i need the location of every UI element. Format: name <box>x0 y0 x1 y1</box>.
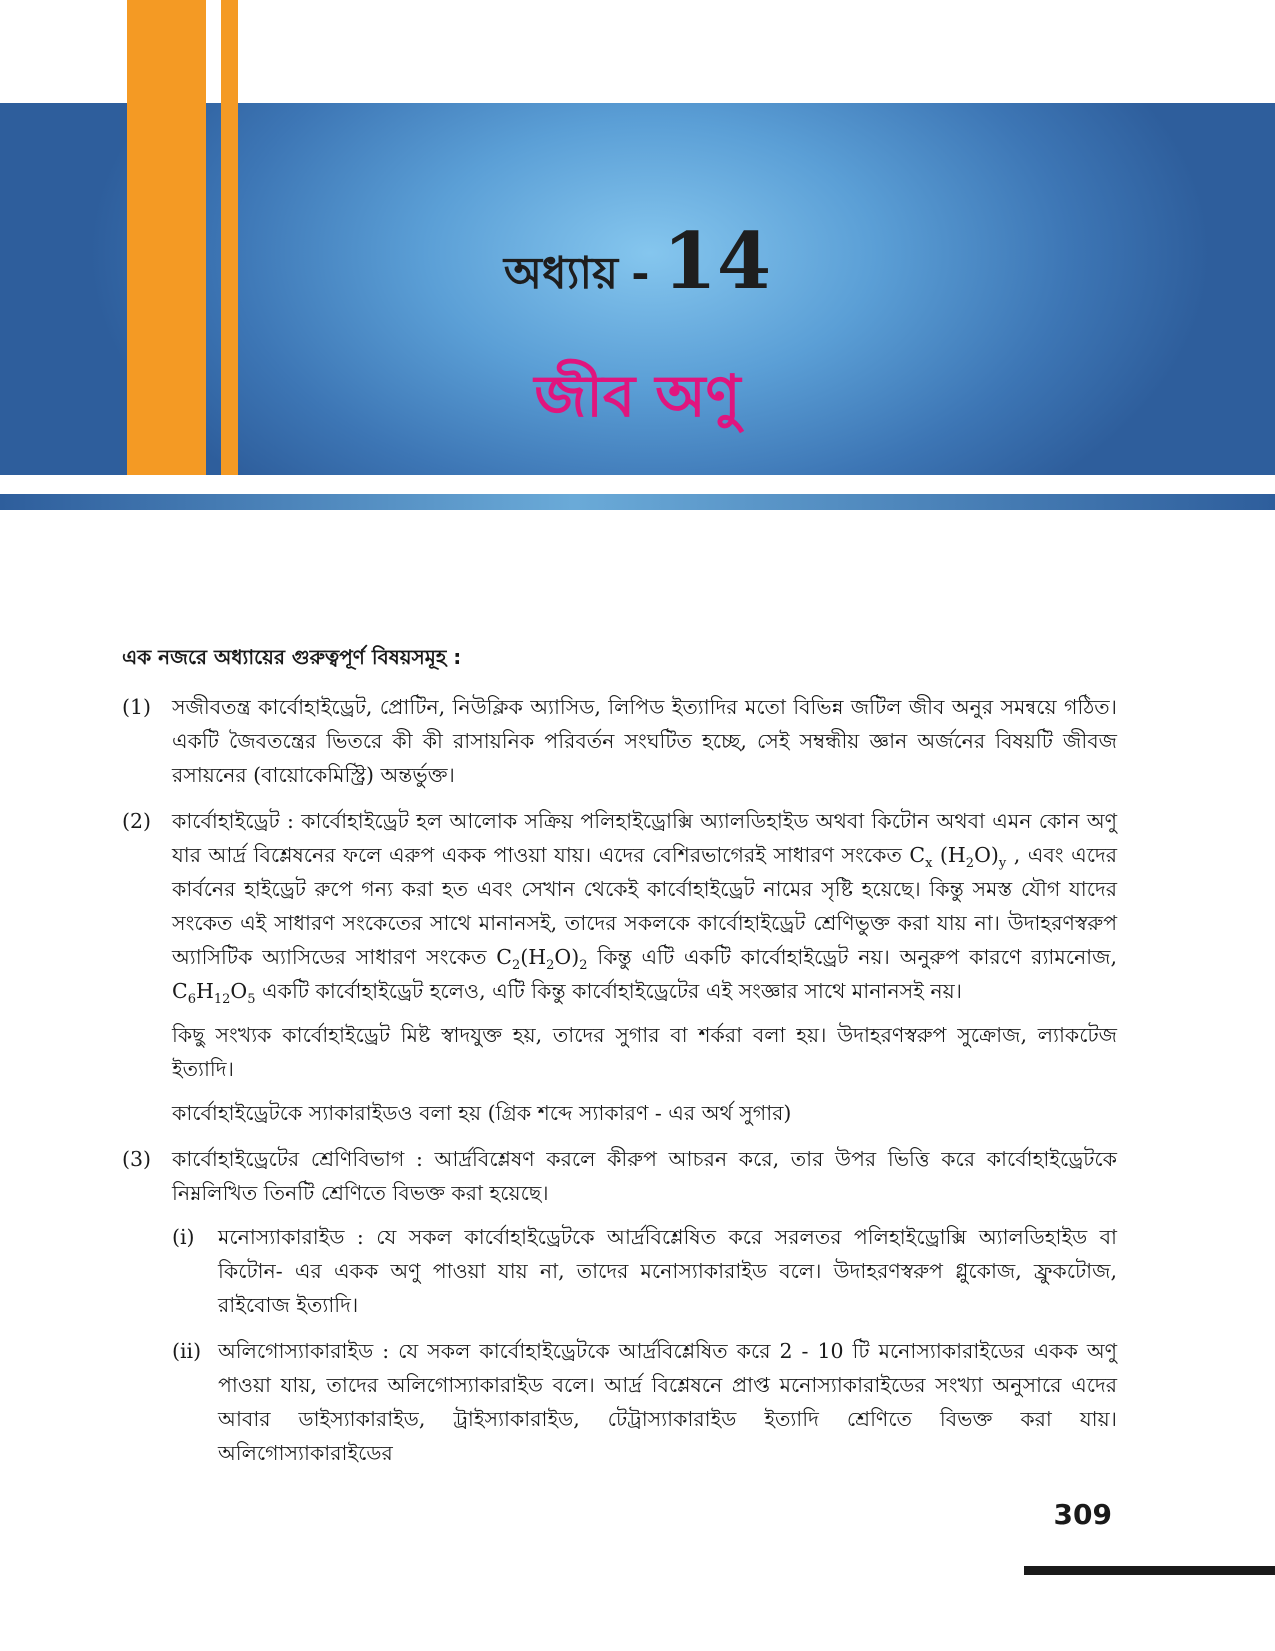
item-number: (1) <box>122 695 152 719</box>
list-item-2 <box>122 804 1117 1130</box>
item-number: (3) <box>122 1147 152 1171</box>
sub-item-oligosaccharide <box>172 1334 1117 1470</box>
section-heading: এক নজরে অধ্যায়ের গুরুত্বপূর্ণ বিষয়সমূহ : <box>122 645 462 669</box>
list-item-3 <box>122 1142 1117 1470</box>
item-number: (2) <box>122 809 152 833</box>
chapter-title: জীব অণু <box>534 362 741 430</box>
page-body <box>122 640 1117 1482</box>
list-item-1 <box>122 690 1117 792</box>
carbohydrate-definition: কার্বোহাইড্রেট : কার্বোহাইড্রেট হল আলোক সক্রিয় পলিহাইড্রোক্সি অ্যালডিহাইড অথবা কিটোন অথবা এমন কোন অণু যার আর্দ্র বিশ্লেষনের ফলে এরুপ একক পাওয়া যায়। এদের বেশিরভাগেরই সাধারণ সংকেত $C_x$ $(H_2O)_y$ , এবং এদের কার্বনের হাইড্রেট রুপে গন্য করা হত এবং সেখান থেকেই কার্বোহাইড্রেট নামের সৃষ্টি হয়েছে। কিন্তু সমস্ত যৌগ যাদের সংকেত এই সাধারণ সংকেতের সাথে মানানসই, তাদের সকলকে কার্বোহাইড্রেট শ্রেণিভুক্ত করা যায় না। উদাহরণস্বরুপ অ্যাসিটিক অ্যাসিডের সাধারণ সংকেত $C_2(H_2O)_2$ কিন্তু এটি একটি কার্বোহাইড্রেট নয়। অনুরুপ কারণে র‍্যামনোজ, $C_6H_{12}O_5$ একটি কার্বোহাইড্রেট হলেও, এটি কিন্তু কার্বোহাইড্রেটের এই সংজ্ঞার সাথে মানানসই নয়। <box>172 809 1117 1008</box>
sub-item-text: অলিগোস্যাকারাইড : যে সকল কার্বোহাইড্রেটকে আর্দ্রবিশ্লেষিত করে 2 - 10 টি মনোস্যাকারাইডের একক অণু পাওয়া যায়, তাদের অলিগোস্যাকারাইড বলে। আর্দ্র বিশ্লেষনে প্রাপ্ত মনোস্যাকারাইডের সংখ্যা অনুসারে এদের আবার ডাইস্যাকারাইড, ট্রাইস্যাকারাইড, টেট্রাস্যাকারাইড ইত্যাদি শ্রেণিতে বিভক্ত করা যায়। অলিগোস্যাকারাইডের <box>218 1339 1117 1465</box>
sub-item-number: (ii) <box>172 1339 202 1363</box>
banner-underline-bar <box>0 494 1275 510</box>
saccharide-paragraph: কার্বোহাইড্রেটকে স্যাকারাইডও বলা হয় (গ্রিক শব্দে স্যাকারণ - এর অর্থ সুগার) <box>172 1101 792 1125</box>
chapter-dash: - <box>631 248 650 299</box>
page-number: 309 <box>1053 1498 1112 1531</box>
sub-item-number: (i) <box>172 1225 195 1249</box>
chapter-heading <box>0 216 1275 313</box>
item-text: কার্বোহাইড্রেটের শ্রেণিবিভাগ : আর্দ্রবিশ্লেষণ করলে কীরুপ আচরন করে, তার উপর ভিত্তি করে কার্বোহাইড্রেটকে নিম্নলিখিত তিনটি শ্রেণিতে বিভক্ত করা হয়েছে। <box>172 1147 1117 1205</box>
sub-item-text: মনোস্যাকারাইড : যে সকল কার্বোহাইড্রেটকে আর্দ্রবিশ্লেষিত করে সরলতর পলিহাইড্রোক্সি অ্যালডিহাইড বা কিটোন- এর একক অণু পাওয়া যায় না, তাদের মনোস্যাকারাইড বলে। উদাহরণস্বরুপ গ্লুকোজ, ফ্রুকটোজ, রাইবোজ ইত্যাদি। <box>218 1225 1117 1317</box>
sub-item-monosaccharide <box>172 1220 1117 1322</box>
footer-rule <box>1024 1566 1275 1575</box>
chapter-label: অধ্যায় <box>503 248 619 299</box>
chapter-number: 14 <box>662 216 772 307</box>
sugar-paragraph: কিছু সংখ্যক কার্বোহাইড্রেট মিষ্ট স্বাদযুক্ত হয়, তাদের সুগার বা শর্করা বলা হয়। উদাহরণস্বরুপ সুক্রোজ, ল্যাকটেজ ইত্যাদি। <box>172 1023 1117 1081</box>
item-text: সজীবতন্ত্র কার্বোহাইড্রেট, প্রোটিন, নিউক্লিক অ্যাসিড, লিপিড ইত্যাদির মতো বিভিন্ন জটিল জীব অনুর সমন্বয়ে গঠিত। একটি জৈবতন্ত্রের ভিতরে কী কী রাসায়নিক পরিবর্তন সংঘটিত হচ্ছে, সেই সম্বন্ধীয় জ্ঞান অর্জনের বিষয়টি জীবজ রসায়নের (বায়োকেমিস্ট্রি) অন্তর্ভুক্ত। <box>172 695 1117 787</box>
